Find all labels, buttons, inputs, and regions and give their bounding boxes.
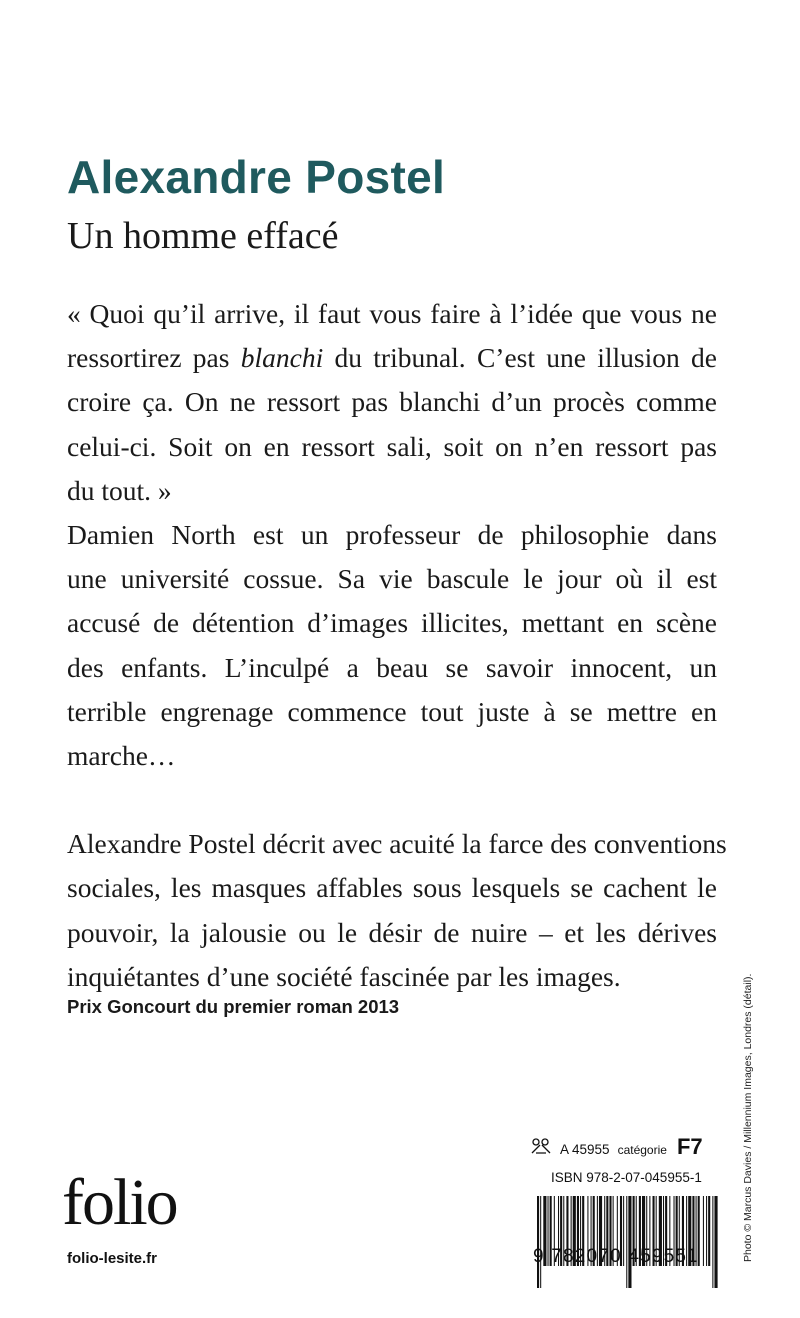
author-name: Alexandre Postel [67, 151, 446, 203]
book-title: Un homme effacé [67, 215, 339, 257]
quote-text: ressortirez pas [67, 342, 241, 374]
quote-text: du tribunal. C’est une illusion de [323, 342, 717, 374]
critique-line: Alexandre Postel décrit avec acuité la farce des conventions [67, 828, 727, 860]
summary-line: marche… [67, 740, 176, 772]
barcode-bar [714, 1196, 717, 1288]
photo-credit: Photo © Marcus Davies / Millennium Images, Londres (détail). [742, 973, 754, 1262]
summary-line: accusé de détention d’images illicites, mettant en scène [67, 607, 717, 639]
barcode-bar [712, 1196, 713, 1288]
barcode-bar [537, 1196, 539, 1288]
critique-line: sociales, les masques affables sous lesquels se cachent le [67, 872, 717, 904]
barcode-bar [626, 1196, 627, 1288]
quote-italic-word: blanchi [240, 342, 324, 374]
barcode-digits: 9 782070 459551 [533, 1246, 699, 1267]
quote-line: celui-ci. Soit on en ressort sali, soit on n’en ressort pas [67, 430, 717, 462]
publisher-website: folio-lesite.fr [67, 1250, 158, 1267]
barcode-bar [540, 1196, 541, 1288]
quote-line: du tout. » [67, 474, 172, 506]
critique-line: pouvoir, la jalousie ou le désir de nuire – et les dérives [67, 916, 717, 948]
quote-line: croire ça. On ne ressort pas blanchi d’un procès comme [67, 386, 717, 418]
back-cover-blurb [67, 292, 727, 999]
folio-emblem-icon [530, 1138, 552, 1157]
barcode-bar [708, 1196, 710, 1266]
quote-line [67, 336, 717, 380]
quote-line: « Quoi qu’il arrive, il faut vous faire à l’idée que vous ne [67, 298, 717, 329]
barcode-bar [628, 1196, 631, 1288]
barcode [535, 1196, 719, 1288]
folio-logo: folio [62, 1166, 177, 1239]
catalog-code: A 45955 [560, 1142, 610, 1157]
summary-line: Damien North est un professeur de philosophie dans [67, 519, 717, 551]
summary-line: des enfants. L’inculpé a beau se savoir innocent, un [67, 651, 717, 683]
prize-mention: Prix Goncourt du premier roman 2013 [67, 996, 400, 1017]
critique-line: inquiétantes d’une société fascinée par les images. [67, 960, 621, 992]
summary-line: une université cossue. Sa vie bascule le jour où il est [67, 563, 717, 595]
summary-line: terrible engrenage commence tout juste à se mettre en [67, 695, 717, 727]
category-label: catégorie [617, 1143, 667, 1157]
isbn: ISBN 978-2-07-045955-1 [551, 1170, 702, 1185]
barcode-bar [706, 1196, 707, 1266]
category-code: F7 [676, 1134, 703, 1159]
catalog-line [530, 1134, 703, 1160]
barcode-bar [703, 1196, 704, 1266]
